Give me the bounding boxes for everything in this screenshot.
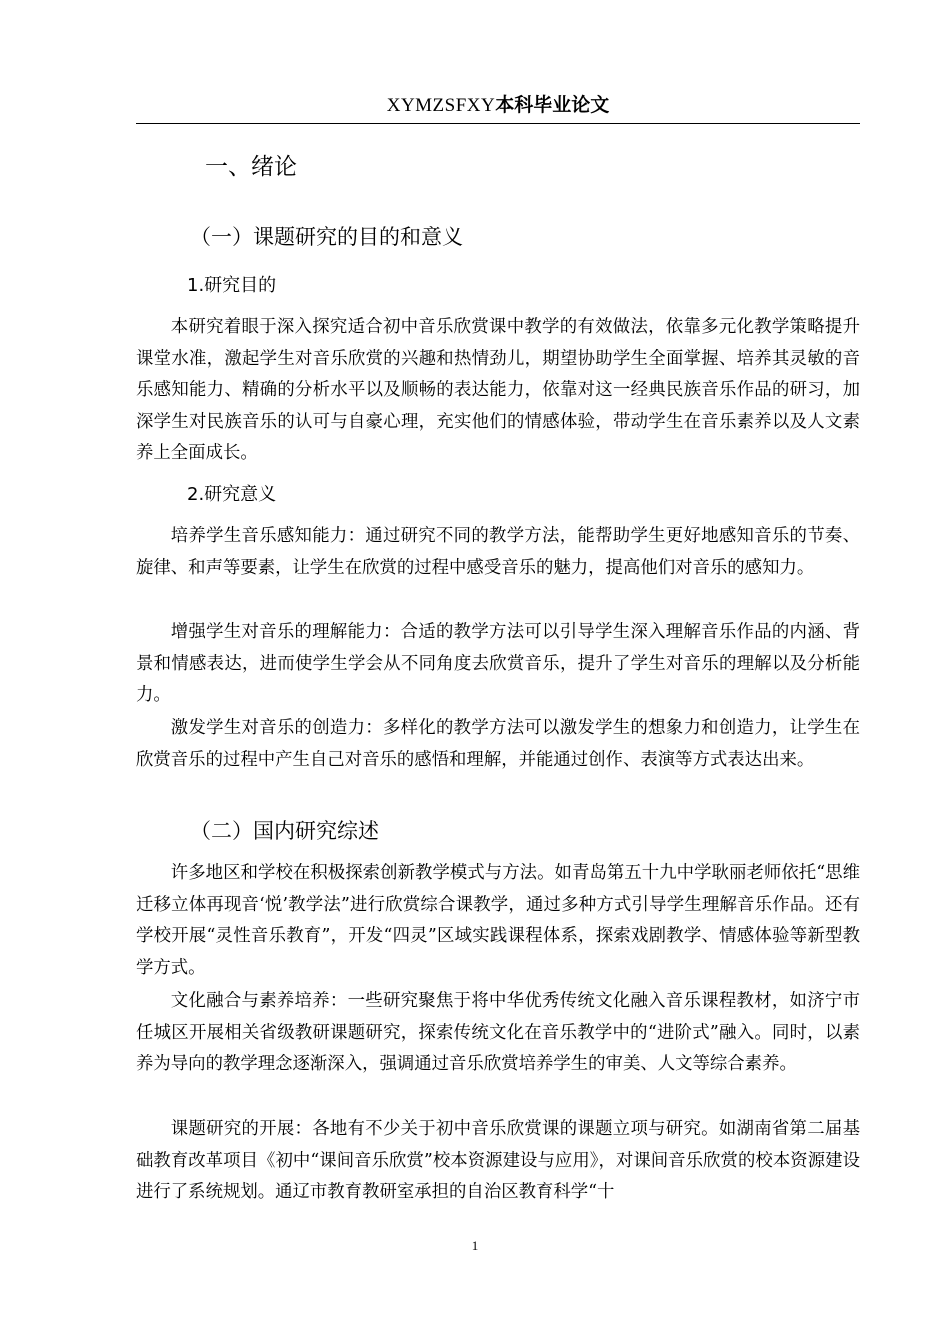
paragraph-significance-understanding: 增强学生对音乐的理解能力：合适的教学方法可以引导学生深入理解音乐作品的内涵、背景和情感表达，进而使学生学会从不同角度去欣赏音乐，提升了学生对音乐的理解以及分析能力。: [136, 622, 860, 705]
paragraph-review-research-projects: 课题研究的开展：各地有不少关于初中音乐欣赏课的课题立项与研究。如湖南省第二届基础教育改革项目《初中“课间音乐欣赏”校本资源建设与应用》，对课间音乐欣赏的校本资源建设进行了系统规划。通辽市教育教研室承担的自治区教育科学“十: [136, 1119, 860, 1202]
paragraph-significance-perception: 培养学生音乐感知能力：通过研究不同的教学方法，能帮助学生更好地感知音乐的节奏、旋律、和声等要素，让学生在欣赏的过程中感受音乐的魅力，提高他们对音乐的感知力。: [136, 526, 860, 578]
section-title-purpose-significance: （一）课题研究的目的和意义: [190, 225, 463, 249]
subsection-title-purpose: 1.研究目的: [187, 275, 277, 296]
paragraph-purpose: 本研究着眼于深入探究适合初中音乐欣赏课中教学的有效做法，依靠多元化教学策略提升课堂水准，激起学生对音乐欣赏的兴趣和热情劲儿，期望协助学生全面掌握、培养其灵敏的音乐感知能力、精确的分析水平以及顺畅的表达能力，依靠对这一经典民族音乐作品的研习，加深学生对民族音乐的认可与自豪心理，充实他们的情感体验，带动学生在音乐素养以及人文素养上全面成长。: [136, 317, 860, 463]
paragraph-review-culture-literacy: 文化融合与素养培养：一些研究聚焦于将中华优秀传统文化融入音乐课程教材，如济宁市任城区开展相关省级教研课题研究，探索传统文化在音乐教学中的“进阶式”融入。同时，以素养为导向的教学理念逐渐深入，强调通过音乐欣赏培养学生的审美、人文等综合素养。: [136, 991, 860, 1074]
page-header: [136, 90, 860, 124]
chapter-title: 一、绪论: [205, 154, 297, 180]
header-code: XYMZSFXY: [386, 95, 496, 116]
paragraph-review-teaching-models: 许多地区和学校在积极探索创新教学模式与方法。如青岛第五十九中学耿丽老师依托“思维迁移立体再现音‘悦’教学法”进行欣赏综合课教学，通过多种方式引导学生理解音乐作品。还有学校开展“灵性音乐教育”，开发“四灵”区域实践课程体系，探索戏剧教学、情感体验等新型教学方式。: [136, 863, 860, 978]
section-title-domestic-review: （二）国内研究综述: [190, 819, 379, 843]
subsection-title-significance: 2.研究意义: [187, 484, 277, 505]
header-title: 本科毕业论文: [495, 94, 610, 116]
paragraph-significance-creativity: 激发学生对音乐的创造力：多样化的教学方法可以激发学生的想象力和创造力，让学生在欣赏音乐的过程中产生自己对音乐的感悟和理解，并能通过创作、表演等方式表达出来。: [136, 718, 860, 770]
page-number: 1: [471, 1238, 479, 1253]
